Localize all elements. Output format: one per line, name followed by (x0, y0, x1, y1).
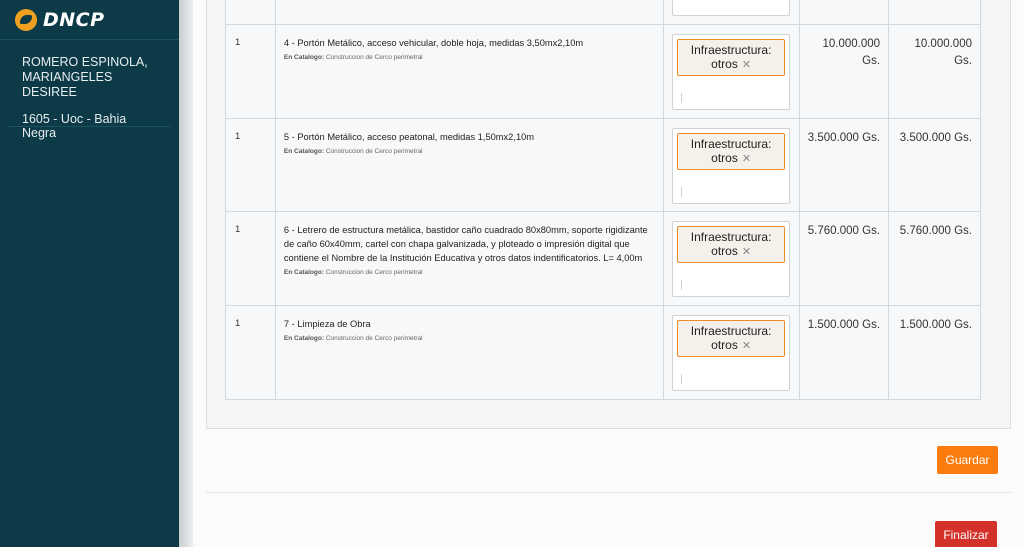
description-cell (275, 212, 663, 306)
total-price-cell: 1.500.000 Gs. (889, 306, 981, 400)
category-tag[interactable] (677, 39, 785, 76)
category-tag[interactable] (677, 133, 785, 170)
remove-tag-icon[interactable]: ✕ (741, 153, 752, 165)
user-info (0, 40, 179, 140)
category-cell (664, 25, 800, 119)
save-button[interactable]: Guardar (937, 446, 998, 474)
user-name-line1: ROMERO ESPINOLA, (22, 55, 148, 69)
table-row (226, 119, 981, 212)
section-divider (206, 492, 1011, 493)
text-caret (681, 93, 682, 103)
category-select[interactable] (672, 0, 790, 16)
category-tag-label: Infraestructura: otros (690, 137, 772, 165)
table-row (226, 25, 981, 119)
main-content (193, 0, 1024, 547)
table-row-partial (226, 0, 981, 25)
item-description: 5 - Portón Metálico, acceso peatonal, medidas 1,50mx2,10m (283, 132, 535, 142)
catalog-value: Construccion de Cerco perimetral (325, 335, 423, 342)
eagle-logo-icon (15, 9, 37, 31)
unit-price-cell: 10.000.000 Gs. (800, 25, 889, 119)
category-select[interactable] (672, 34, 790, 110)
unit-price-cell: 3.500.000 Gs. (800, 119, 889, 212)
total-price-cell: 10.000.000 Gs. (889, 25, 981, 119)
catalog-label: En Catalogo: (283, 54, 324, 61)
catalog-note (284, 335, 655, 342)
logo[interactable] (0, 0, 179, 40)
category-select[interactable] (672, 221, 790, 297)
catalog-note (284, 269, 655, 276)
category-tag-label: Infraestructura: otros (690, 230, 772, 258)
items-panel (206, 0, 1011, 429)
catalog-label: En Catalogo: (283, 335, 324, 342)
text-caret (681, 280, 682, 290)
text-caret (681, 374, 682, 384)
sidebar (0, 0, 179, 547)
sidebar-divider (8, 126, 171, 127)
catalog-label: En Catalogo: (283, 269, 324, 276)
category-tag-label: Infraestructura: otros (690, 43, 772, 71)
catalog-value: Construccion de Cerco perimetral (325, 269, 423, 276)
category-cell (664, 306, 800, 400)
category-tag-label: Infraestructura: otros (690, 324, 772, 352)
catalog-value: Construccion de Cerco perimetral (325, 148, 423, 155)
remove-tag-icon[interactable]: ✕ (741, 246, 752, 258)
remove-tag-icon[interactable]: ✕ (741, 340, 752, 352)
quantity-cell: 1 (226, 306, 276, 400)
category-cell (664, 212, 800, 306)
category-tag[interactable] (677, 226, 785, 263)
category-select[interactable] (672, 128, 790, 204)
user-name (22, 55, 157, 100)
text-caret (681, 187, 682, 197)
item-description: 6 - Letrero de estructura metálica, bastidor caño cuadrado 80x80mm, soporte rigidizante de caño 60x40mm, cartel con chapa galvanizada, y ploteado o impresión digital que contiene el Nombre de la Institución Educativa y otros datos indentificatorios. L= 4,00m (283, 225, 648, 263)
table-row (226, 212, 981, 306)
quantity-cell: 1 (226, 25, 276, 119)
category-cell (664, 119, 800, 212)
catalog-note (284, 54, 655, 61)
quantity-cell: 1 (226, 119, 276, 212)
user-unit: 1605 - Uoc - Bahia Negra (22, 112, 127, 140)
item-description: 7 - Limpieza de Obra (283, 319, 371, 329)
items-table (225, 0, 981, 400)
user-name-line2: MARIANGELES DESIREE (22, 70, 113, 99)
unit-price-cell: 1.500.000 Gs. (800, 306, 889, 400)
item-description: 4 - Portón Metálico, acceso vehicular, doble hoja, medidas 3,50mx2,10m (283, 38, 584, 48)
logo-text: DNCP (43, 8, 105, 31)
finalize-button[interactable]: Finalizar (935, 521, 997, 547)
catalog-label: En Catalogo: (283, 148, 324, 155)
table-row (226, 306, 981, 400)
catalog-value: Construccion de Cerco perimetral (325, 54, 423, 61)
remove-tag-icon[interactable]: ✕ (741, 59, 752, 71)
catalog-note (284, 148, 655, 155)
category-select[interactable] (672, 315, 790, 391)
description-cell (275, 306, 663, 400)
total-price-cell: 3.500.000 Gs. (889, 119, 981, 212)
sidebar-shadow (179, 0, 193, 547)
unit-price-cell: 5.760.000 Gs. (800, 212, 889, 306)
description-cell (275, 119, 663, 212)
category-tag[interactable] (677, 320, 785, 357)
description-cell (275, 25, 663, 119)
total-price-cell: 5.760.000 Gs. (889, 212, 981, 306)
quantity-cell: 1 (226, 212, 276, 306)
